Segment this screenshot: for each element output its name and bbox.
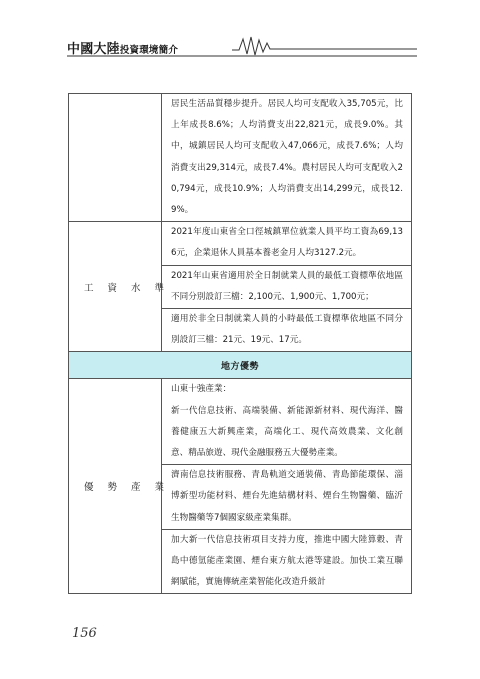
- row-label: [69, 94, 162, 222]
- page-header: [67, 34, 417, 58]
- paragraph: 濟南信息技術服務、青島軌道交通裝備、青島節能環保、淄博新型功能材料、煙台先進結構材料、煙台生物醫藥、臨沂生物醫藥等7個國家級產業集群。: [162, 464, 411, 529]
- row-content: [162, 94, 412, 222]
- row-label-wages: 工資水準: [69, 222, 162, 352]
- paragraph: 新一代信息技術、高端裝備、新能源新材料、現代海洋、醫養健康五大新興產業，高端化工、現代高效農業、文化創意、精品旅遊、現代金融服務五大優勢產業。: [171, 405, 403, 459]
- table-row: [69, 379, 412, 594]
- paragraph: 2021年度山東省全口徑城鎮單位就業人員平均工資為69,136元，企業退休人員基本養老金月人均3127.2元。: [171, 227, 403, 259]
- table-row: [69, 222, 412, 352]
- paragraph: 2021年山東省適用於全日制就業人員的最低工資標準依地區不同分別設訂三檔：2,100元、1,900元、1,700元；: [162, 265, 411, 308]
- header-title: [67, 38, 178, 57]
- page-number: 156: [72, 626, 97, 641]
- paragraph: 山東十強產業：: [171, 384, 232, 395]
- paragraph: 加大新一代信息技術項目支持力度，推進中國大陸算穀、青島中德氫能產業園、煙台東方航太港等建設。加快工業互聯網賦能，實施傳統產業智能化改造升級計: [162, 529, 411, 594]
- header-title-main: 中國大陸: [67, 42, 120, 57]
- table-row: [69, 94, 412, 222]
- section-title: 地方優勢: [69, 352, 412, 379]
- header-title-sub: 投資環境簡介: [119, 45, 179, 56]
- section-header-row: [69, 352, 412, 379]
- row-label-industries: 優勢產業: [69, 379, 162, 594]
- info-table: [68, 93, 412, 594]
- row-content: [162, 379, 412, 594]
- row-content: [162, 222, 412, 352]
- paragraph: 適用於非全日制就業人員的小時最低工資標準依地區不同分別設訂三檔：21元、19元、17元。: [162, 308, 411, 351]
- paragraph: 居民生活品質穩步提升。居民人均可支配收入35,705元，比上年成長8.6%；人均消費支出22,821元，成長9.0%。其中，城鎮居民人均可支配收入47,066元，成長7.6%；人均消費支出29,314元，成長7.4%。農村居民人均可支配收入20,794元，成長10.9%；人均消費支出14,299元，成長12.9%。: [171, 99, 403, 216]
